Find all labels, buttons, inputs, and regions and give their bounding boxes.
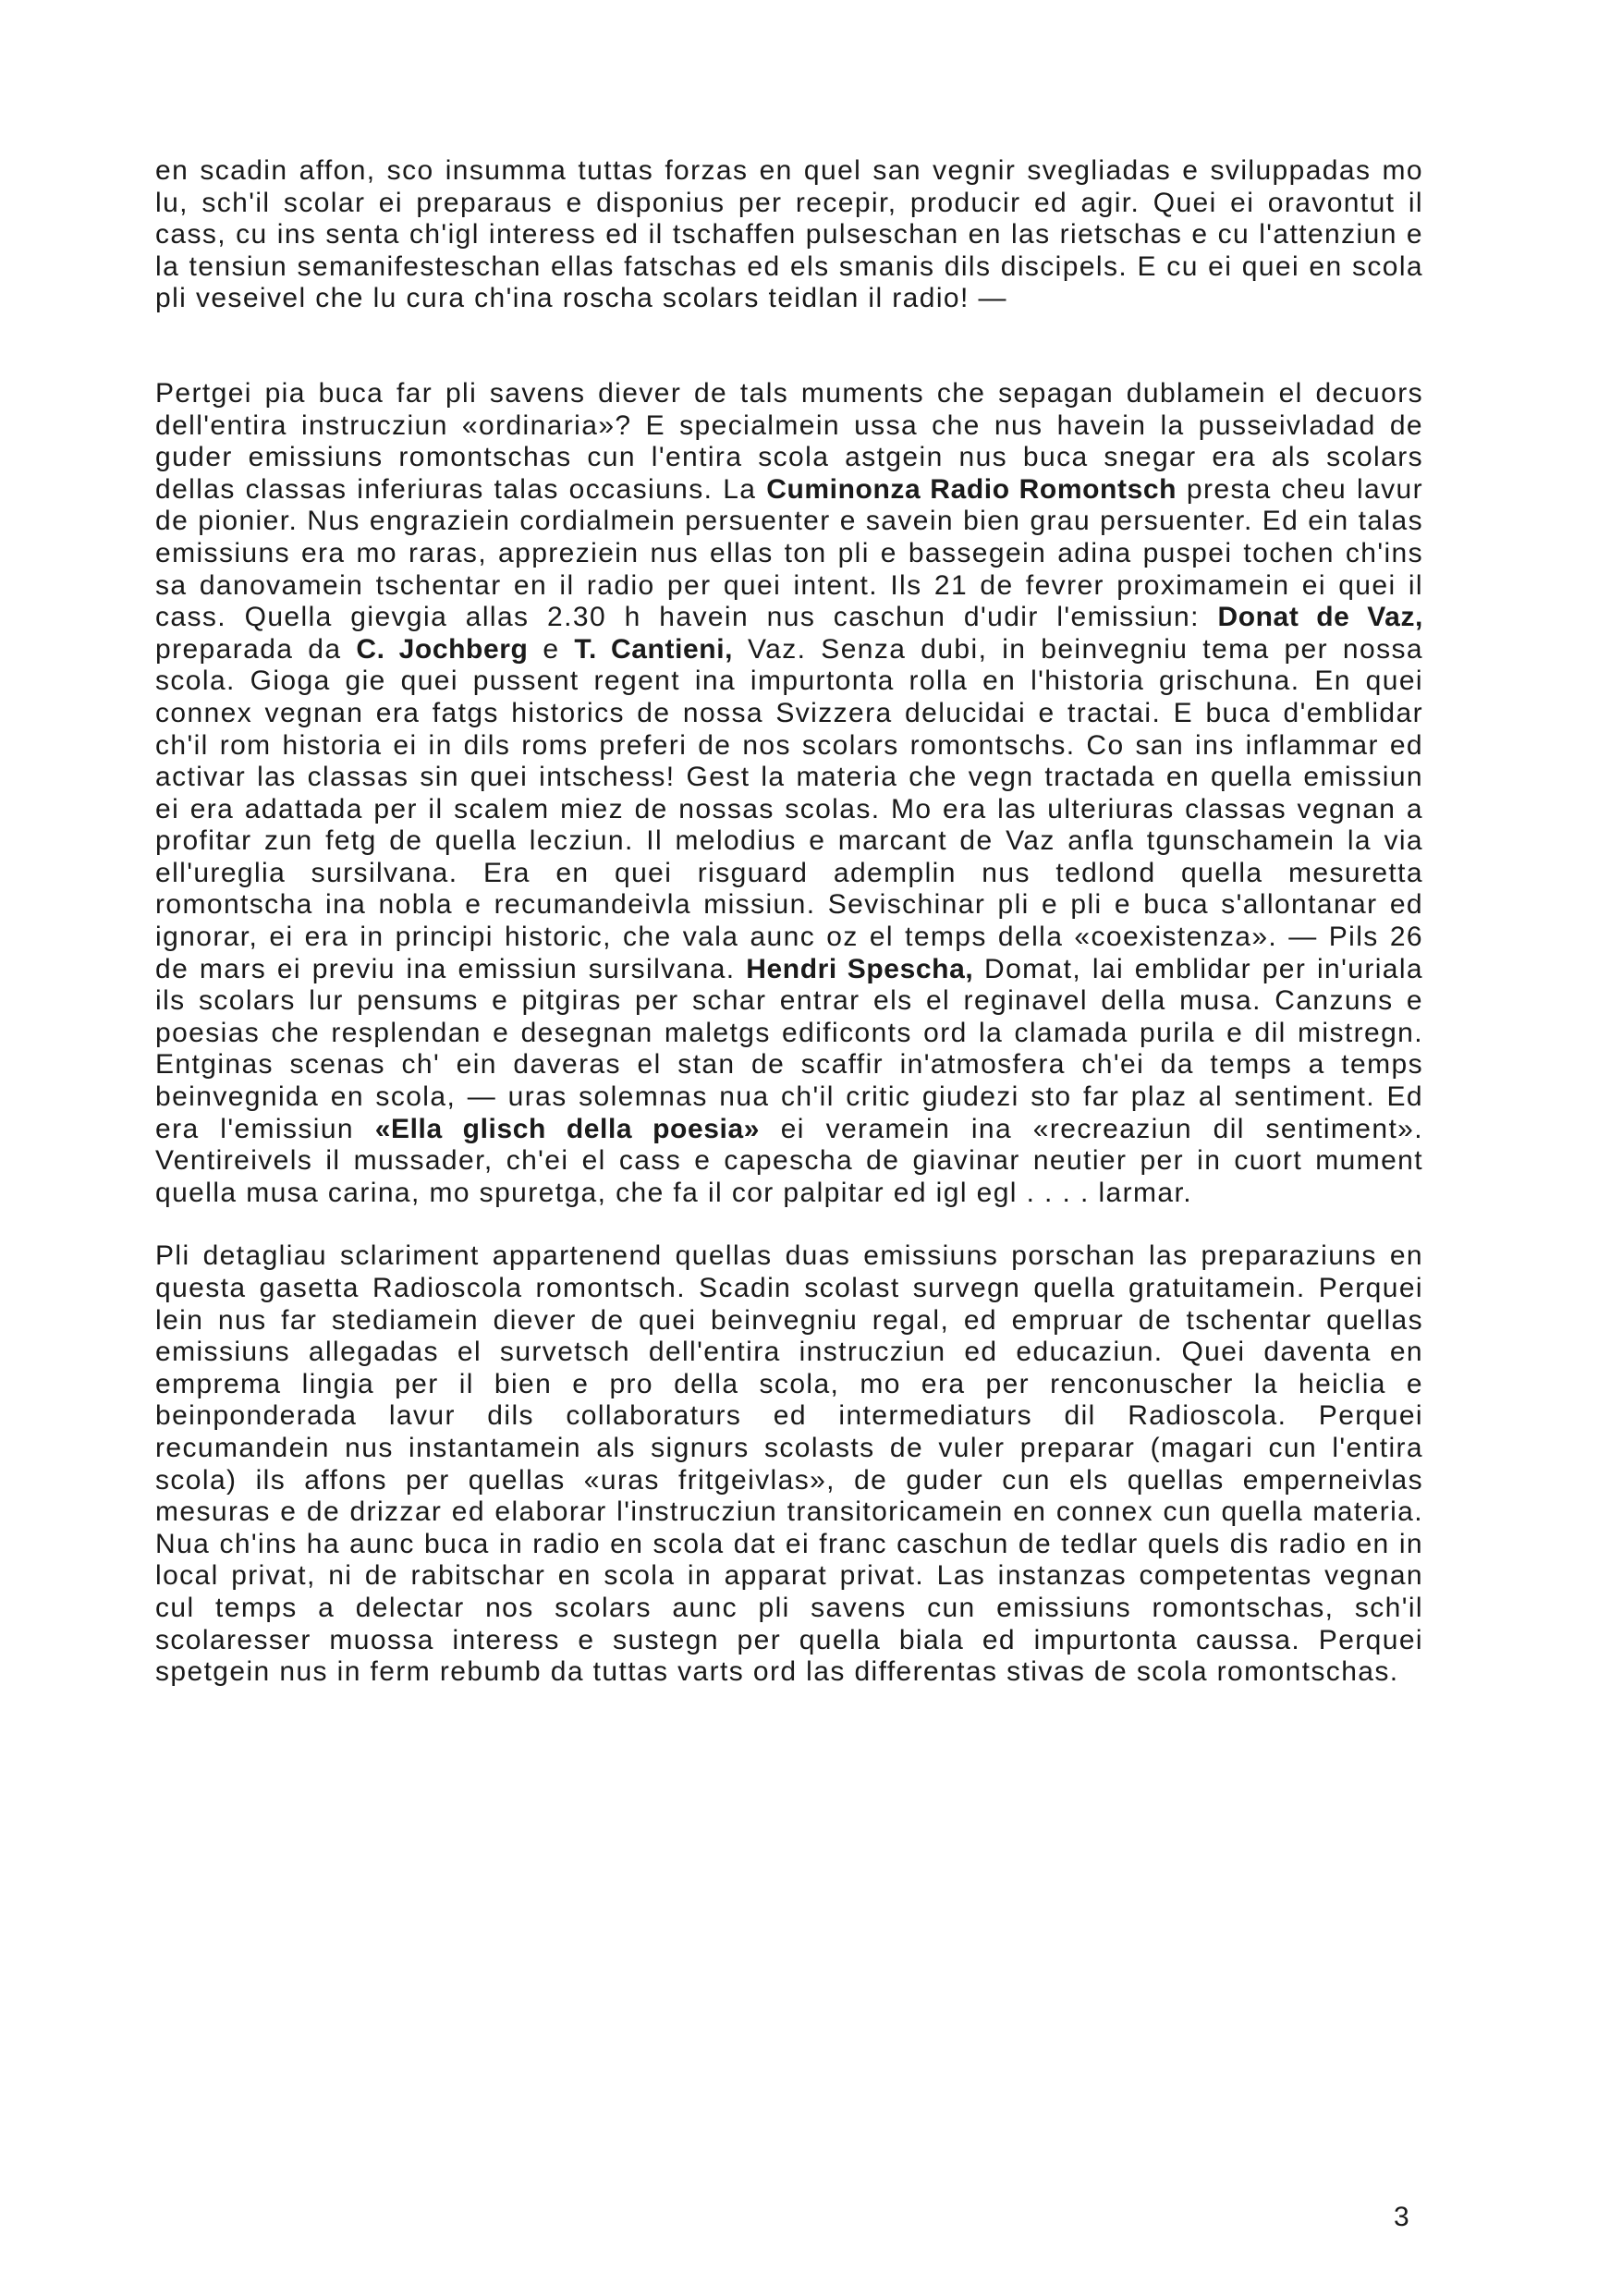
paragraph-2-text-7: ei veramein ina «recreaziun dil sentiment». Ventireivels il mussader, ch'ei el cass e capescha de giavinar neutier per in cuort mument quella musa carina, mo spuretga, che fa il cor palpitar ed igl egl . . . . larmar. [155, 1113, 1424, 1208]
bold-ella-glisch: «Ella glisch della poesia» [374, 1113, 761, 1144]
paragraph-1 [155, 155, 1423, 315]
paragraph-2-text-3: preparada da [155, 633, 357, 665]
document-body [155, 155, 1423, 1689]
paragraph-1-text: en scadin affon, sco insumma tuttas forzas en quel san vegnir svegliadas e sviluppadas mo lu, sch'il scolar ei preparaus e disponius per recepir, producir ed agir. Quei ei oravontut il cass, cu ins senta ch'igl interess ed il tschaffen pulseschan en las rietschas e cu l'attenziun e la tensiun semanifesteschan ellas fatschas ed els smanis dils discipels. E cu ei quei en scola pli veseivel che lu cura ch'ina roscha scolars teidlan il radio! — [155, 155, 1423, 314]
paragraph-2-text-6: Domat, lai emblidar per in'uriala ils scolars lur pensums e pitgiras per schar entrar els el reginavel della musa. Canzuns e poesias che resplendan e desegnan maletgs edificonts ord la clamada purila e dil mistregn. Entginas scenas ch' ein daveras el stan de scaffir in'atmosfera ch'ei da temps a temps beinvegnida en scola, — uras solemnas nua ch'il critic giudezi sto far plaz al sentiment. Ed era l'emissiun [155, 953, 1424, 1144]
paragraph-3-text: Pli detagliau sclariment appartenend quellas duas emissiuns porschan las preparaziuns en questa gasetta Radioscola romontsch. Scadin scolast survegn quella gratuitamein. Perquei lein nus far stediamein diever de quei beinvegniu regal, ed empruar de tschentar quellas emissiuns allegadas el survetsch dell'entira instrucziun ed educaziun. Quei daventa en emprema lingia per il bien e pro della scola, mo era per renconuscher la heiclia e beinponderada lavur dils collaboraturs ed intermediaturs dil Radioscola. Perquei recumandein nus instantamein als signurs scolasts de vuler preparar (magari cun l'entira scola) ils affons per quellas «uras fritgeivlas», de guder cun els quellas emperneivlas mesuras e de drizzar ed elaborar l'instrucziun transitoricamein en connex cun quella materia. Nua ch'ins ha aunc buca in radio en scola dat ei franc caschun de tedlar quels dis radio en in local privat, ni de rabitschar en scola in apparat privat. Las instanzas competentas vegnan cul temps a delectar nos scolars aunc pli savens cun emissiuns romontschas, sch'il scolaresser muossa interess e sustegn per quella biala ed impurtonta caussa. Perquei spetgein nus in ferm rebumb da tuttas varts ord las differentas stivas de scola romontschas. [155, 1240, 1423, 1688]
page-number: 3 [1394, 2202, 1409, 2232]
bold-hendri-spescha: Hendri Spescha, [746, 953, 974, 984]
bold-cantieni: T. Cantieni, [574, 633, 734, 665]
bold-jochberg: C. Jochberg [356, 633, 529, 665]
bold-cuminonza: Cuminonza Radio Romontsch [766, 473, 1177, 505]
paragraph-2 [155, 378, 1423, 1209]
bold-donat-de-vaz: Donat de Vaz, [1217, 602, 1423, 633]
paragraph-3 [155, 1240, 1423, 1688]
paragraph-2-text-2: presta cheu lavur de pionier. Nus engraziein cordialmein persuenter e savein bien grau persuenter. Ed ein talas emissiuns era mo raras, appreziein nus ellas ton pli e bassegein adina puspei tochen ch'ins sa danovamein tschentar en il radio per quei intent. Ils 21 de fevrer proximamein ei quei il cass. Quella gievgia allas 2.30 h havein nus caschun d'udir l'emissiun: [155, 473, 1423, 633]
paragraph-2-text-1: Pertgei pia buca far pli savens diever de tals muments che sepagan dublamein el decuors dell'entira instrucziun «ordinaria»? E specialmein ussa che nus havein la pusseivladad de guder emissiuns romontschas cun l'entira scola astgein nus buca snegar era als scolars dellas classas inferiuras talas occasiuns. La [155, 377, 1423, 505]
paragraph-2-text-4: e [528, 633, 575, 665]
paragraph-2-text-5: Vaz. Senza dubi, in beinvegniu tema per nossa scola. Gioga gie quei pussent regent ina impurtonta rolla en l'historia grischuna. En quei connex vegnan era fatgs historics de nossa Svizzera delucidai e tractai. E buca d'emblidar ch'il rom historia ei in dils roms preferi de nos scolars romontschs. Co san ins inflammar ed activar las classas sin quei intschess! Gest la materia che vegn tractada en quella emissiun ei era adattada per il scalem miez de nossas scolas. Mo era las ulteriuras classas vegnan a profitar zun fetg de quella lecziun. Il melodius e marcant de Vaz anfla tgunschamein la via ell'ureglia sursilvana. Era en quei risguard ademplin nus tedlond quella mesuretta romontscha ina nobla e recumandeivla missiun. Sevischinar pli e pli e buca s'allontanar ed ignorar, ei era in principi historic, che vala aunc oz el temps della «coexistenza». — Pils 26 de mars ei previu ina emissiun sursilvana. [155, 633, 1423, 984]
